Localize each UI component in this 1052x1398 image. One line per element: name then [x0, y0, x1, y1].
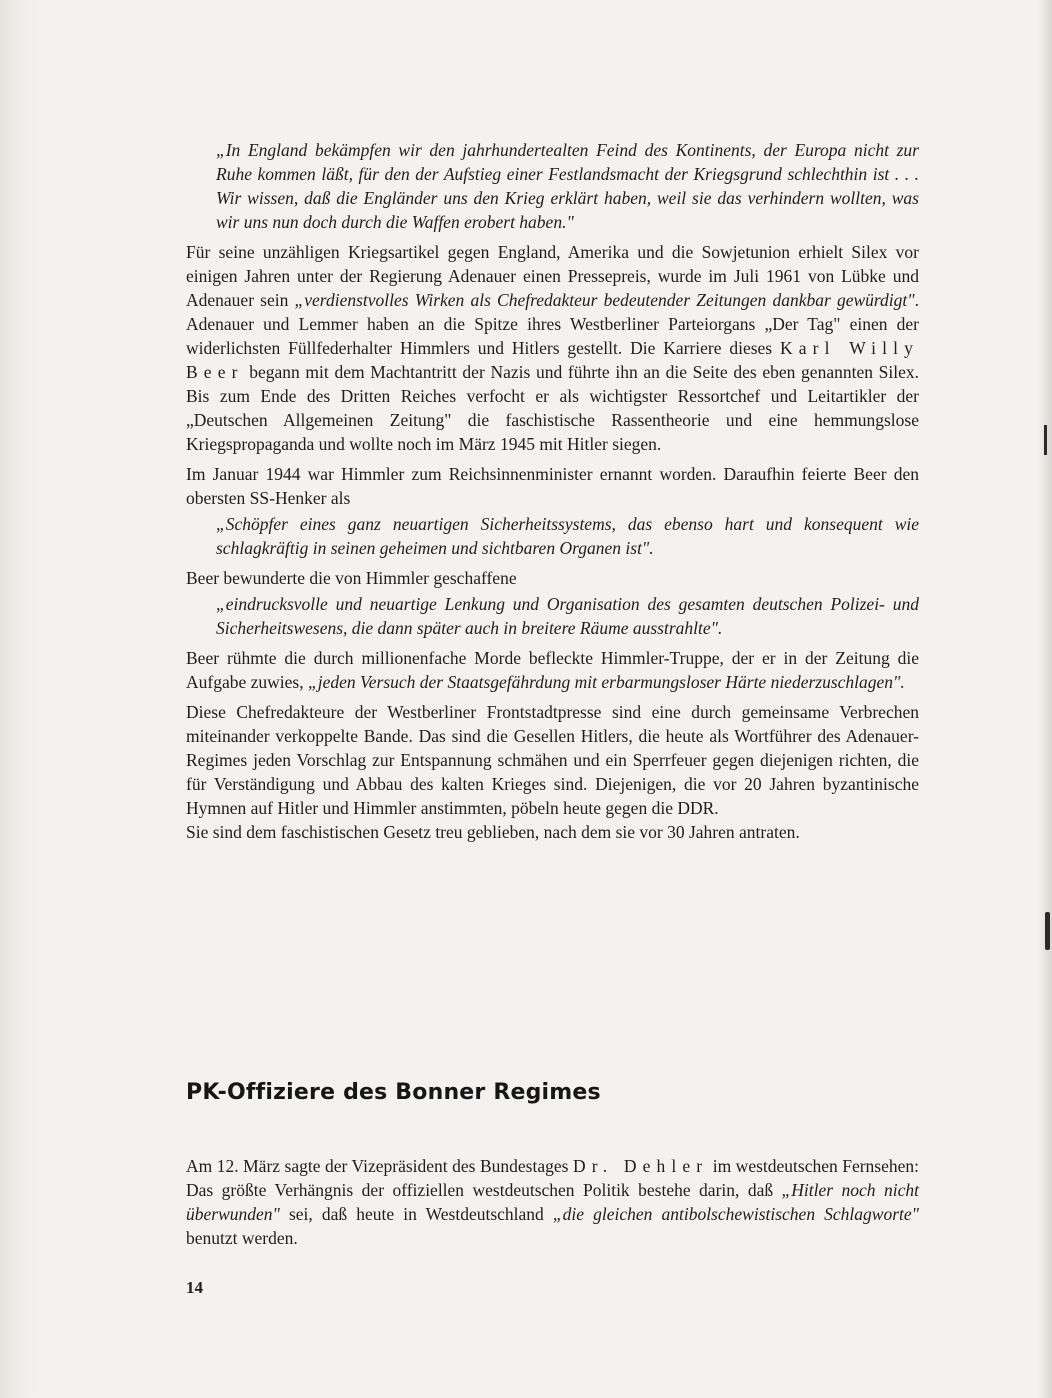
- spaced-name: Dr. Dehler: [572, 1156, 709, 1176]
- paragraph-text: Am 12. März sagte der Vizepräsident des Bundestages: [186, 1156, 573, 1176]
- page-number: 14: [186, 1278, 203, 1297]
- paragraph-text: . Adenauer und Lemmer haben an die Spitze ihres Westberliner Parteiorgans „Der Tag" einen der widerlichsten Füllfederhalter Himmlers und Hitlers gestellt. Die Karriere dieses: [186, 290, 919, 358]
- quote-block: „Schöpfer eines ganz neuartigen Sicherheitssystems, das ebenso hart und konsequent wie schlagkräftig in seinen geheimen und sichtbaren Organen ist".: [216, 514, 919, 558]
- inline-quote: „Hitler noch nicht überwunden": [186, 1180, 919, 1224]
- paragraph: Im Januar 1944 war Himmler zum Reichsinnenminister ernannt worden. Daraufhin feierte Beer den obersten SS-Henker als: [186, 464, 919, 508]
- paragraph: [186, 1154, 919, 1250]
- paragraph-text: Beer rühmte die durch millionenfache Morde befleckte Himmler-Truppe, der er in der Zeitung die Aufgabe zuwies,: [186, 648, 919, 692]
- paragraph: [186, 240, 919, 456]
- inline-quote: „die gleichen antibolschewistischen Schlagworte": [552, 1204, 920, 1224]
- page-edge-shadow-left: [0, 0, 40, 1398]
- paragraph-text: im westdeutschen Fernsehen: Das größte Verhängnis der offiziellen westdeutschen Politik bestehe darin, daß: [186, 1156, 920, 1200]
- inline-quote: „verdienstvolles Wirken als Chefredakteur bedeutender Zeitungen dankbar gewürdigt": [294, 290, 915, 310]
- inline-quote: „jeden Versuch der Staatsgefährdung mit erbarmungsloser Härte niederzuschlagen".: [307, 672, 905, 692]
- paragraph-text: benutzt werden.: [186, 1228, 298, 1248]
- paragraph-text: begann mit dem Machtantritt der Nazis und führte ihn an die Seite des eben genannten Silex. Bis zum Ende des Dritten Reiches verfocht er als wichtigster Ressortchef und Leitartikler der „Deutschen Allgemeinen Zeitung" die faschistische Rassentheorie und eine hemmungslose Kriegspropaganda und wollte noch im März 1945 mit Hitler siegen.: [186, 362, 919, 454]
- margin-mark: [1044, 425, 1047, 455]
- paragraph-text: sei, daß heute in Westdeutschland: [279, 1204, 553, 1224]
- margin-mark: [1045, 912, 1050, 950]
- page-edge-shadow-right: [1038, 0, 1052, 1398]
- paragraph: [186, 646, 919, 694]
- quote-block: „In England bekämpfen wir den jahrhundertealten Feind des Kontinents, der Europa nicht zur Ruhe kommen läßt, für den der Aufstieg einer Festlandsmacht der Kriegsgrund schlechthin ist . . . Wir wissen, daß die Engländer uns den Krieg erklärt haben, weil sie das verhindern wollten, was wir uns nun doch durch die Waffen erobert haben.": [216, 140, 919, 232]
- paragraph: Beer bewunderte die von Himmler geschaffene: [186, 568, 517, 588]
- paragraph: Diese Chefredakteure der Westberliner Frontstadtpresse sind eine durch gemeinsame Verbrechen miteinander verkoppelte Bande. Das sind die Gesellen Hitlers, die heute als Wortführer des Adenauer-Regimes jeden Vorschlag zur Entspannung schmähen und ein Sperrfeuer gegen diejenigen richten, die für Verständigung und Abbau des kalten Krieges sind. Diejenigen, die vor 20 Jahren byzantinische Hymnen auf Hitler und Himmler anstimmten, pöbeln heute gegen die DDR.: [186, 702, 919, 818]
- quote-block: „eindrucksvolle und neuartige Lenkung und Organisation des gesamten deutschen Polizei- und Sicherheitswesens, die dann später auch in breitere Räume ausstrahlte".: [216, 594, 919, 638]
- paragraph-text: Für seine unzähligen Kriegsartikel gegen England, Amerika und die Sowjetunion erhielt Silex vor einigen Jahren unter der Regierung Adenauer einen Pressepreis, wurde im Juli 1961 von Lübke und Adenauer sein: [186, 242, 919, 310]
- paragraph: Sie sind dem faschistischen Gesetz treu geblieben, nach dem sie vor 30 Jahren antraten.: [186, 822, 800, 842]
- spaced-name: Karl Willy Beer: [186, 338, 919, 382]
- main-text-block: [186, 138, 919, 844]
- section-heading: PK-Offiziere des Bonner Regimes: [186, 1080, 601, 1105]
